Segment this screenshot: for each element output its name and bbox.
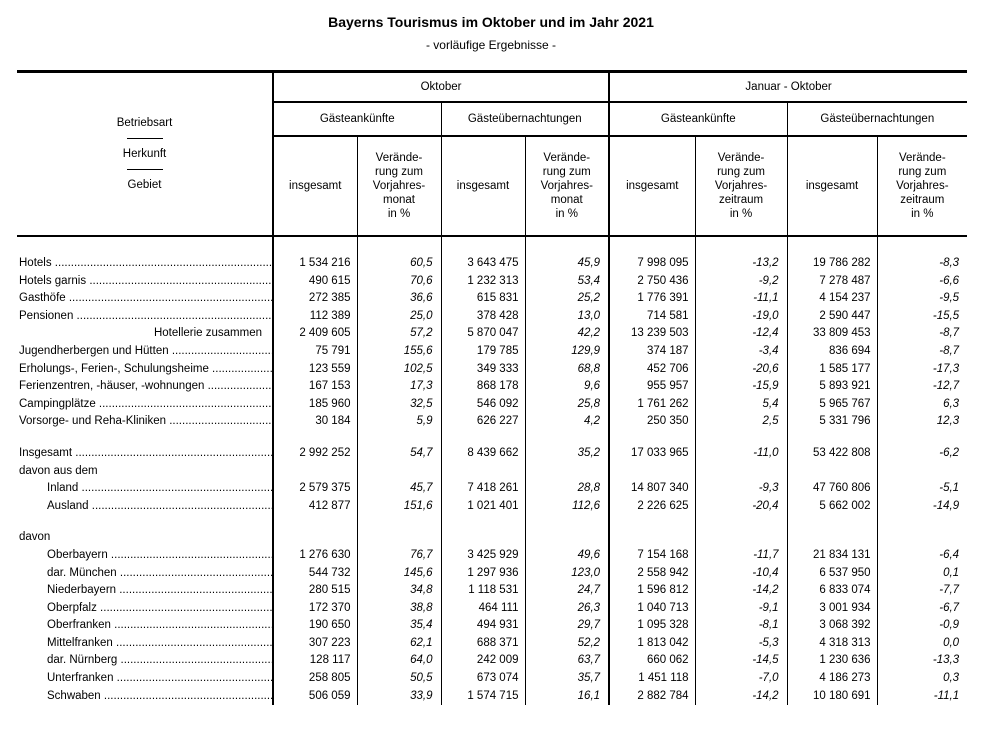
value-cell: 490 615 (308, 274, 351, 287)
value-cell: 378 428 (441, 308, 525, 326)
change-cell: 12,3 (877, 413, 967, 431)
row-label-text: Jugendherbergen und Hütten (19, 344, 169, 357)
value-cell: 1 297 936 (441, 565, 525, 583)
group-header-oktober: Oktober (273, 72, 609, 103)
change-cell: -8,7 (877, 343, 967, 361)
spacer-row (17, 431, 967, 445)
value-cell: 2 226 625 (609, 498, 695, 516)
subgroup-header-uebernachtungen-oktober: Gästeübernachtungen (441, 102, 609, 136)
group-header-januar-oktober: Januar - Oktober (609, 72, 967, 103)
change-cell: 25,8 (525, 396, 609, 414)
table-row (17, 529, 967, 547)
change-cell: -14,2 (695, 688, 787, 706)
value-cell: 10 180 691 (787, 688, 877, 706)
value-cell: 2 882 784 (609, 688, 695, 706)
value-cell: 4 186 273 (787, 670, 877, 688)
page-title: Bayerns Tourismus im Oktober und im Jahr 2021 (328, 14, 654, 30)
table-row (17, 361, 967, 379)
change-cell: -0,9 (877, 617, 967, 635)
change-cell: -15,9 (695, 378, 787, 396)
row-label-text: Erholungs-, Ferien-, Schulungsheime (19, 362, 209, 375)
value-cell: 5 331 796 (787, 413, 877, 431)
change-cell: 17,3 (357, 378, 441, 396)
change-cell: 123,0 (525, 565, 609, 583)
header-label-herkunft: Herkunft (122, 148, 167, 160)
change-cell: -10,4 (695, 565, 787, 583)
value-cell: 1 095 328 (609, 617, 695, 635)
value-cell: 615 831 (441, 290, 525, 308)
change-cell: -13,3 (877, 652, 967, 670)
value-cell: 4 318 313 (787, 635, 877, 653)
change-cell: -11,0 (695, 445, 787, 463)
change-cell: -14,9 (877, 498, 967, 516)
value-cell: 185 960 (308, 397, 351, 410)
change-cell: 63,7 (525, 652, 609, 670)
value-cell: 349 333 (441, 361, 525, 379)
change-cell: -13,2 (695, 255, 787, 273)
value-cell: 626 227 (441, 413, 525, 431)
table-row (17, 670, 967, 688)
change-cell: 155,6 (357, 343, 441, 361)
header-label-gebiet: Gebiet (127, 179, 162, 191)
row-label-text: Ausland (47, 499, 89, 512)
row-label-text: Ferienzentren, -häuser, -wohnungen (19, 380, 205, 393)
value-cell: 546 092 (441, 396, 525, 414)
row-label-text: Vorsorge- und Reha-Kliniken (19, 415, 167, 428)
value-cell: 30 184 (315, 415, 351, 428)
value-cell: 19 786 282 (787, 255, 877, 273)
value-cell: 494 931 (441, 617, 525, 635)
leaf-header-veraenderung: Verände- rung zum Vorjahres- monat in % (525, 136, 609, 236)
value-cell: 5 662 002 (787, 498, 877, 516)
value-cell: 2 590 447 (787, 308, 877, 326)
change-cell: 34,8 (357, 582, 441, 600)
change-cell: -20,6 (695, 361, 787, 379)
row-label (17, 308, 273, 326)
value-cell: 1 021 401 (441, 498, 525, 516)
value-cell: 307 223 (308, 636, 351, 649)
row-label (17, 600, 273, 618)
value-cell: 2 409 605 (299, 327, 351, 340)
change-cell: -6,4 (877, 547, 967, 565)
row-label (17, 480, 273, 498)
change-cell: 24,7 (525, 582, 609, 600)
change-cell: 42,2 (525, 325, 609, 343)
value-cell: 673 074 (441, 670, 525, 688)
table-row (17, 325, 967, 343)
change-cell: 0,1 (877, 565, 967, 583)
change-cell: 45,7 (357, 480, 441, 498)
value-cell: 412 877 (308, 499, 351, 512)
change-cell: -6,6 (877, 273, 967, 291)
value-cell: 7 154 168 (609, 547, 695, 565)
row-label-text: dar. München (47, 566, 117, 579)
change-cell: 0,3 (877, 670, 967, 688)
change-cell: 57,2 (357, 325, 441, 343)
value-cell: 374 187 (609, 343, 695, 361)
change-cell: -7,0 (695, 670, 787, 688)
row-label-text: Schwaben (47, 689, 101, 702)
change-cell: -9,5 (877, 290, 967, 308)
value-cell: 2 558 942 (609, 565, 695, 583)
change-cell: -5,3 (695, 635, 787, 653)
change-cell: 35,7 (525, 670, 609, 688)
value-cell: 836 694 (787, 343, 877, 361)
change-cell: -6,2 (877, 445, 967, 463)
value-cell: 3 425 929 (441, 547, 525, 565)
change-cell: 9,6 (525, 378, 609, 396)
table-row (17, 396, 967, 414)
change-cell: 16,1 (525, 688, 609, 706)
change-cell: 54,7 (357, 445, 441, 463)
change-cell: 62,1 (357, 635, 441, 653)
row-label (17, 396, 273, 414)
leaf-header-veraenderung: Verände- rung zum Vorjahres- zeitraum in % (695, 136, 787, 236)
table-body (17, 255, 967, 705)
value-cell: 2 992 252 (299, 446, 351, 459)
change-cell: -17,3 (877, 361, 967, 379)
change-cell: 45,9 (525, 255, 609, 273)
row-label (17, 635, 273, 653)
value-cell: 3 643 475 (441, 255, 525, 273)
row-label-text: Hotellerie zusammen (153, 327, 262, 340)
value-cell: 242 009 (441, 652, 525, 670)
row-label-text: Insgesamt (19, 446, 73, 459)
table-row (17, 273, 967, 291)
table-row (17, 290, 967, 308)
row-label-text: Niederbayern (47, 584, 117, 597)
subgroup-header-uebernachtungen-jahr: Gästeübernachtungen (787, 102, 967, 136)
header-separator (127, 169, 163, 170)
table-row (17, 688, 967, 706)
row-label (17, 582, 273, 600)
change-cell: 25,2 (525, 290, 609, 308)
value-cell: 7 418 261 (441, 480, 525, 498)
change-cell: 60,5 (357, 255, 441, 273)
change-cell: 5,4 (695, 396, 787, 414)
value-cell: 250 350 (609, 413, 695, 431)
page-subtitle: - vorläufige Ergebnisse - (425, 38, 557, 52)
change-cell: 68,8 (525, 361, 609, 379)
value-cell: 280 515 (308, 584, 351, 597)
change-cell: -9,1 (695, 600, 787, 618)
value-cell: 3 068 392 (787, 617, 877, 635)
value-cell: 506 059 (308, 689, 351, 702)
change-cell: 36,6 (357, 290, 441, 308)
row-label (17, 652, 273, 670)
value-cell: 1 118 531 (441, 582, 525, 600)
change-cell: 28,8 (525, 480, 609, 498)
value-cell: 1 574 715 (441, 688, 525, 706)
change-cell: -9,2 (695, 273, 787, 291)
header-separator (127, 138, 163, 139)
value-cell: 5 870 047 (441, 325, 525, 343)
value-cell: 955 957 (609, 378, 695, 396)
value-cell: 5 893 921 (787, 378, 877, 396)
change-cell: -19,0 (695, 308, 787, 326)
value-cell: 1 534 216 (299, 257, 351, 269)
value-cell: 7 278 487 (787, 273, 877, 291)
change-cell: 5,9 (357, 413, 441, 431)
table-row (17, 600, 967, 618)
row-label (17, 343, 273, 361)
table-row (17, 498, 967, 516)
row-label (17, 445, 273, 463)
leaf-header-insgesamt: insgesamt (273, 136, 357, 236)
row-label-text: Hotels garnis (19, 274, 87, 287)
value-cell: 1 451 118 (609, 670, 695, 688)
row-label (17, 325, 273, 343)
row-label (17, 290, 273, 308)
value-cell: 464 111 (441, 600, 525, 618)
row-label (17, 498, 273, 516)
row-label-text: Inland (47, 482, 79, 495)
change-cell: 50,5 (357, 670, 441, 688)
change-cell: 129,9 (525, 343, 609, 361)
value-cell: 8 439 662 (441, 445, 525, 463)
change-cell: 151,6 (357, 498, 441, 516)
value-cell: 2 750 436 (609, 273, 695, 291)
section-label: davon (17, 529, 273, 547)
table-row (17, 480, 967, 498)
change-cell: -11,7 (695, 547, 787, 565)
change-cell: -12,4 (695, 325, 787, 343)
row-label-text: Pensionen (19, 309, 74, 322)
table-row (17, 308, 967, 326)
value-cell: 75 791 (315, 344, 351, 357)
change-cell: 38,8 (357, 600, 441, 618)
change-cell: -11,1 (877, 688, 967, 706)
spacer-row (17, 515, 967, 529)
table-row (17, 617, 967, 635)
value-cell: 13 239 503 (609, 325, 695, 343)
value-cell: 17 033 965 (609, 445, 695, 463)
value-cell: 21 834 131 (787, 547, 877, 565)
change-cell: -15,5 (877, 308, 967, 326)
leaf-header-insgesamt: insgesamt (609, 136, 695, 236)
change-cell: -14,2 (695, 582, 787, 600)
leaf-header-veraenderung: Verände- rung zum Vorjahres- zeitraum in % (877, 136, 967, 236)
value-cell: 1 276 630 (299, 548, 351, 561)
header-label-betriebsart: Betriebsart (116, 117, 173, 129)
table-row (17, 582, 967, 600)
row-label-text: Oberbayern (47, 548, 108, 561)
row-label (17, 670, 273, 688)
value-cell: 868 178 (441, 378, 525, 396)
value-cell: 47 760 806 (787, 480, 877, 498)
change-cell: 64,0 (357, 652, 441, 670)
change-cell: 6,3 (877, 396, 967, 414)
change-cell: 53,4 (525, 273, 609, 291)
table-row (17, 547, 967, 565)
value-cell: 167 153 (308, 380, 351, 393)
value-cell: 123 559 (308, 362, 351, 375)
subgroup-header-ankuenfte-oktober: Gästeankünfte (273, 102, 441, 136)
change-cell: 35,2 (525, 445, 609, 463)
leaf-header-insgesamt: insgesamt (441, 136, 525, 236)
change-cell: -3,4 (695, 343, 787, 361)
row-label-text: Mittelfranken (47, 636, 113, 649)
value-cell: 53 422 808 (787, 445, 877, 463)
header-row-labels (17, 72, 273, 237)
change-cell: 29,7 (525, 617, 609, 635)
change-cell: 52,2 (525, 635, 609, 653)
leaf-header-insgesamt: insgesamt (787, 136, 877, 236)
change-cell: -8,3 (877, 255, 967, 273)
change-cell: 4,2 (525, 413, 609, 431)
row-label-text: Hotels (19, 257, 52, 269)
value-cell: 1 761 262 (609, 396, 695, 414)
table-row (17, 255, 967, 273)
value-cell: 258 805 (308, 672, 351, 685)
value-cell: 1 596 812 (609, 582, 695, 600)
change-cell: 13,0 (525, 308, 609, 326)
change-cell: -8,1 (695, 617, 787, 635)
leaf-header-veraenderung: Verände- rung zum Vorjahres- monat in % (357, 136, 441, 236)
value-cell: 452 706 (609, 361, 695, 379)
value-cell: 190 650 (308, 619, 351, 632)
value-cell: 1 585 177 (787, 361, 877, 379)
value-cell: 6 537 950 (787, 565, 877, 583)
change-cell: -6,7 (877, 600, 967, 618)
change-cell: -8,7 (877, 325, 967, 343)
table-row (17, 565, 967, 583)
change-cell: -5,1 (877, 480, 967, 498)
subgroup-header-ankuenfte-jahr: Gästeankünfte (609, 102, 787, 136)
value-cell: 1 813 042 (609, 635, 695, 653)
change-cell: 76,7 (357, 547, 441, 565)
row-label (17, 617, 273, 635)
change-cell: 26,3 (525, 600, 609, 618)
value-cell: 179 785 (441, 343, 525, 361)
value-cell: 6 833 074 (787, 582, 877, 600)
change-cell: 2,5 (695, 413, 787, 431)
change-cell: -20,4 (695, 498, 787, 516)
table-row (17, 445, 967, 463)
value-cell: 1 040 713 (609, 600, 695, 618)
change-cell: 33,9 (357, 688, 441, 706)
value-cell: 1 230 636 (787, 652, 877, 670)
change-cell: 70,6 (357, 273, 441, 291)
change-cell: 32,5 (357, 396, 441, 414)
row-label-text: Gasthöfe (19, 292, 66, 305)
table-header (17, 72, 967, 256)
change-cell: 25,0 (357, 308, 441, 326)
row-label (17, 688, 273, 706)
value-cell: 714 581 (609, 308, 695, 326)
value-cell: 128 117 (309, 654, 351, 667)
change-cell: -7,7 (877, 582, 967, 600)
row-label (17, 547, 273, 565)
value-cell: 7 998 095 (609, 255, 695, 273)
value-cell: 5 965 767 (787, 396, 877, 414)
value-cell: 272 385 (308, 292, 351, 305)
value-cell: 544 732 (308, 566, 351, 579)
change-cell: 0,0 (877, 635, 967, 653)
table-row (17, 635, 967, 653)
value-cell: 14 807 340 (609, 480, 695, 498)
table-row (17, 343, 967, 361)
change-cell: 49,6 (525, 547, 609, 565)
tourism-table (17, 70, 967, 705)
change-cell: -9,3 (695, 480, 787, 498)
table-row (17, 413, 967, 431)
change-cell: -12,7 (877, 378, 967, 396)
value-cell: 33 809 453 (787, 325, 877, 343)
row-label (17, 273, 273, 291)
row-label (17, 361, 273, 379)
row-label (17, 255, 273, 273)
table-row (17, 463, 967, 481)
change-cell: 112,6 (525, 498, 609, 516)
section-label: davon aus dem (17, 463, 273, 481)
value-cell: 112 389 (309, 309, 351, 322)
value-cell: 660 062 (609, 652, 695, 670)
change-cell: 145,6 (357, 565, 441, 583)
change-cell: -11,1 (695, 290, 787, 308)
value-cell: 1 776 391 (609, 290, 695, 308)
row-label-text: Campingplätze (19, 397, 96, 410)
value-cell: 1 232 313 (441, 273, 525, 291)
row-label-text: Unterfranken (47, 672, 114, 685)
row-label-text: Oberpfalz (47, 601, 97, 614)
row-label (17, 413, 273, 431)
table-row (17, 378, 967, 396)
value-cell: 2 579 375 (299, 482, 351, 495)
table-row (17, 652, 967, 670)
change-cell: -14,5 (695, 652, 787, 670)
row-label-text: dar. Nürnberg (47, 654, 118, 667)
row-label-text: Oberfranken (47, 619, 111, 632)
row-label (17, 378, 273, 396)
change-cell: 102,5 (357, 361, 441, 379)
row-label (17, 565, 273, 583)
value-cell: 172 370 (308, 601, 351, 614)
change-cell: 35,4 (357, 617, 441, 635)
value-cell: 3 001 934 (787, 600, 877, 618)
value-cell: 688 371 (441, 635, 525, 653)
value-cell: 4 154 237 (787, 290, 877, 308)
